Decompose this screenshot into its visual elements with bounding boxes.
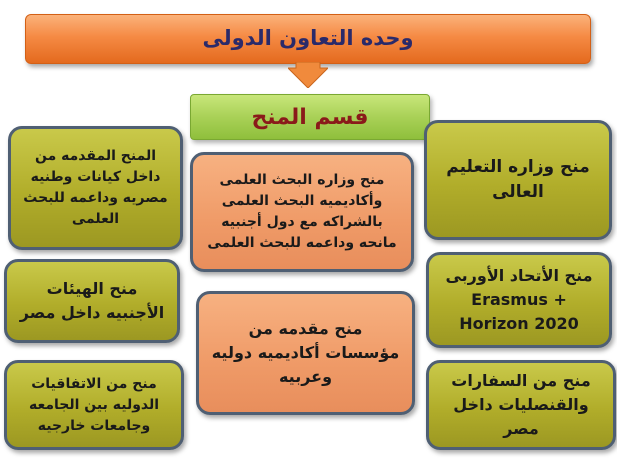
down-arrow-icon [288,62,328,88]
grant-box-european-union: منح الأتحاد الأوربى Erasmus + Horizon 2020 [426,252,612,348]
grant-box-university-agreements: منح من الاتفاقيات الدوليه بين الجامعه وجامعات خارجيه [4,360,184,450]
grant-box-research-ministry: منح وزاره البحث العلمى وأكاديميه البحث العلمى بالشراكه مع دول أجنبيه مانحه وداعمه للبحث العلمى [190,152,414,272]
grant-box-national-entities: المنح المقدمه من داخل كيانات وطنيه مصريه وداعمه للبحث العلمى [8,126,183,250]
department-title: قسم المنح [190,94,430,140]
grant-box-academic-institutions: منح مقدمه من مؤسسات أكاديميه دوليه وعربيه [196,291,415,415]
grant-box-foreign-bodies: منح الهيئات الأجنبيه داخل مصر [4,259,180,343]
grant-box-embassies: منح من السفارات والقنصليات داخل مصر [426,360,616,450]
unit-title: وحده التعاون الدولى [25,14,591,64]
grant-box-higher-education-ministry: منح وزاره التعليم العالى [424,120,612,240]
